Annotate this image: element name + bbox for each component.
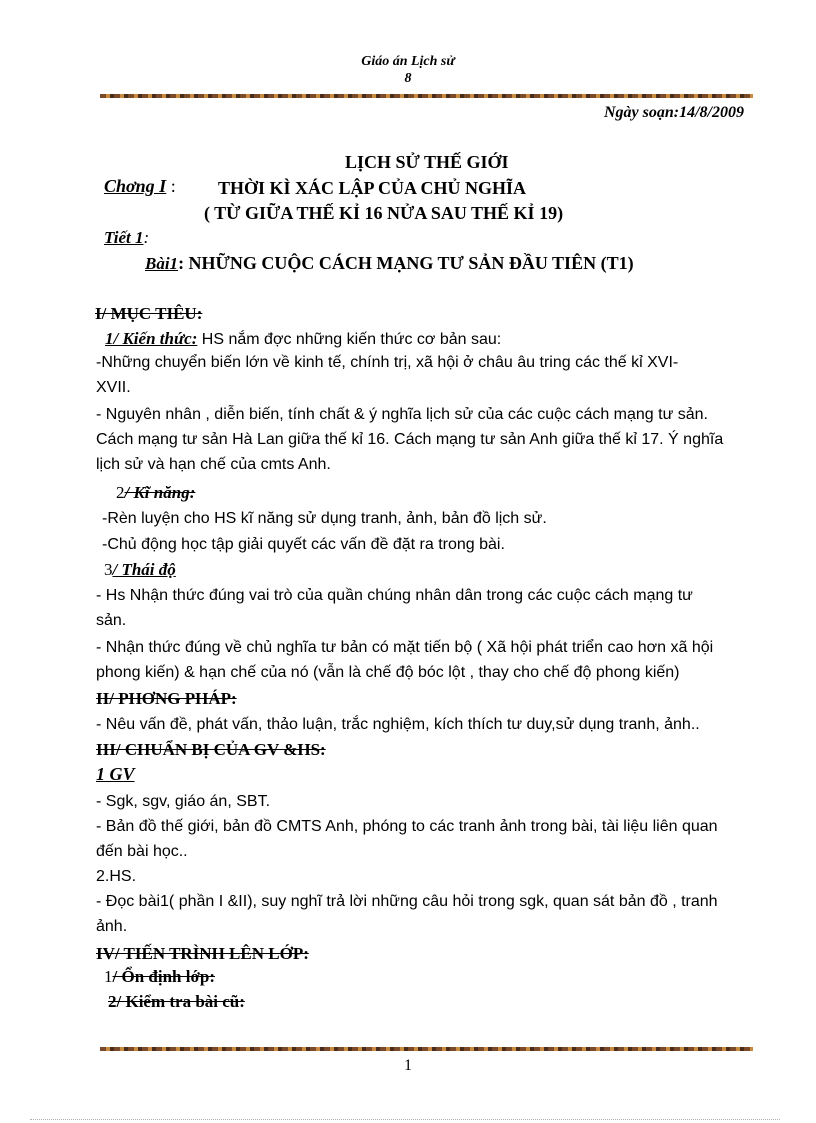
knowledge-item-2-end: lịch sử và hạn chế của cmts Anh.: [96, 456, 331, 473]
page-bottom-dotted-line: [30, 1119, 780, 1120]
knowledge-item-2-cont: Cách mạng tư sản Hà Lan giữa thế kỉ 16. Cách mạng tư sản Anh giữa thế kỉ 17. Ý nghĩa: [96, 431, 724, 448]
skills-item-1: -Rèn luyện cho HS kĩ năng sử dụng tranh, ảnh, bản đồ lịch sử.: [102, 510, 547, 527]
student-item-1: - Đọc bài1( phần I &II), suy nghĩ trả lời những câu hỏi trong sgk, quan sát bản đồ , tranh: [96, 893, 718, 910]
chapter-title: THỜI KÌ XÁC LẬP CỦA CHỦ NGHĨA: [218, 178, 527, 198]
knowledge-item-2: - Nguyên nhân , diễn biến, tính chất & ý nghĩa lịch sử của các cuộc cách mạng tư sản.: [96, 406, 708, 423]
chapter-subtitle: ( TỪ GIỮA THẾ KỈ 16 NỬA SAU THẾ KỈ 19): [204, 203, 564, 223]
footer-rule: [100, 1047, 753, 1051]
skills-item-2: -Chủ động học tập giải quyết các vấn đề đặt ra trong bài.: [102, 536, 505, 553]
procedure-step-2: 2/ Kiểm tra bài cũ:: [108, 992, 245, 1011]
student-label: 2.HS.: [96, 868, 137, 885]
method-text: - Nêu vấn đề, phát vấn, thảo luận, trắc nghiệm, kích thích tư duy,sử dụng tranh, ảnh..: [96, 716, 700, 733]
teacher-label: 1 GV: [96, 764, 135, 784]
section-preparation-title: III/ CHUẨN BỊ CỦA GV &HS:: [96, 740, 326, 759]
procedure-step-1: 1/ Ổn định lớp:: [104, 967, 215, 986]
chapter-colon: :: [166, 176, 176, 196]
knowledge-text: HS nắm đợc những kiến thức cơ bản sau:: [197, 331, 502, 348]
date-prepared: Ngày soạn:14/8/2009: [604, 104, 744, 121]
section-objectives-title: I/ MỤC TIÊU:: [95, 304, 203, 323]
section-procedure-title: IV/ TIẾN TRÌNH LÊN LỚP:: [96, 944, 309, 963]
lesson-title-line: [145, 253, 634, 274]
attitude-heading: 3/ Thái độ: [104, 560, 176, 579]
teacher-item-2-cont: đến bài học..: [96, 843, 188, 860]
main-heading: LỊCH SỬ THẾ GIỚI: [345, 152, 509, 172]
teacher-item-2: - Bản đồ thế giới, bản đồ CMTS Anh, phóng to các tranh ảnh trong bài, tài liệu liên quan: [96, 818, 718, 835]
knowledge-label: 1/ Kiến thức:: [105, 329, 198, 348]
student-item-1-cont: ảnh.: [96, 918, 128, 935]
skills-heading: 2/ Kĩ năng:: [116, 483, 196, 502]
attitude-item-1: - Hs Nhận thức đúng vai trò của quần chúng nhân dân trong các cuộc cách mạng tư: [96, 587, 693, 604]
lesson-period: Tiết 1:: [104, 228, 150, 247]
lesson-label: Bài1: [145, 254, 179, 273]
knowledge-item-1: -Những chuyển biến lớn về kinh tế, chính trị, xã hội ở châu âu tring các thế kỉ XVI-: [96, 354, 679, 371]
lesson-title: : NHỮNG CUỘC CÁCH MẠNG TƯ SẢN ĐẦU TIÊN (T1): [178, 253, 634, 273]
chapter-line: [104, 176, 176, 197]
header-subtitle: 8: [404, 71, 412, 86]
teacher-item-1: - Sgk, sgv, giáo án, SBT.: [96, 793, 271, 810]
attitude-item-1-cont: sản.: [96, 612, 127, 629]
header-title: Giáo án Lịch sử: [361, 54, 455, 69]
header-rule: [100, 94, 753, 98]
page-number: 1: [404, 1057, 412, 1074]
section-method-title: II/ PHƠNG PHÁP:: [96, 689, 237, 708]
attitude-item-2-cont: phong kiến) & hạn chế của nó (vẫn là chế độ bóc lột , thay cho chế độ phong kiến): [96, 664, 680, 681]
chapter-label: Chơng I: [104, 176, 167, 196]
attitude-item-2: - Nhận thức đúng về chủ nghĩa tư bản có mặt tiến bộ ( Xã hội phát triển cao hơn xã hội: [96, 639, 714, 656]
knowledge-line: [105, 329, 501, 349]
knowledge-item-1-cont: XVII.: [96, 379, 131, 396]
